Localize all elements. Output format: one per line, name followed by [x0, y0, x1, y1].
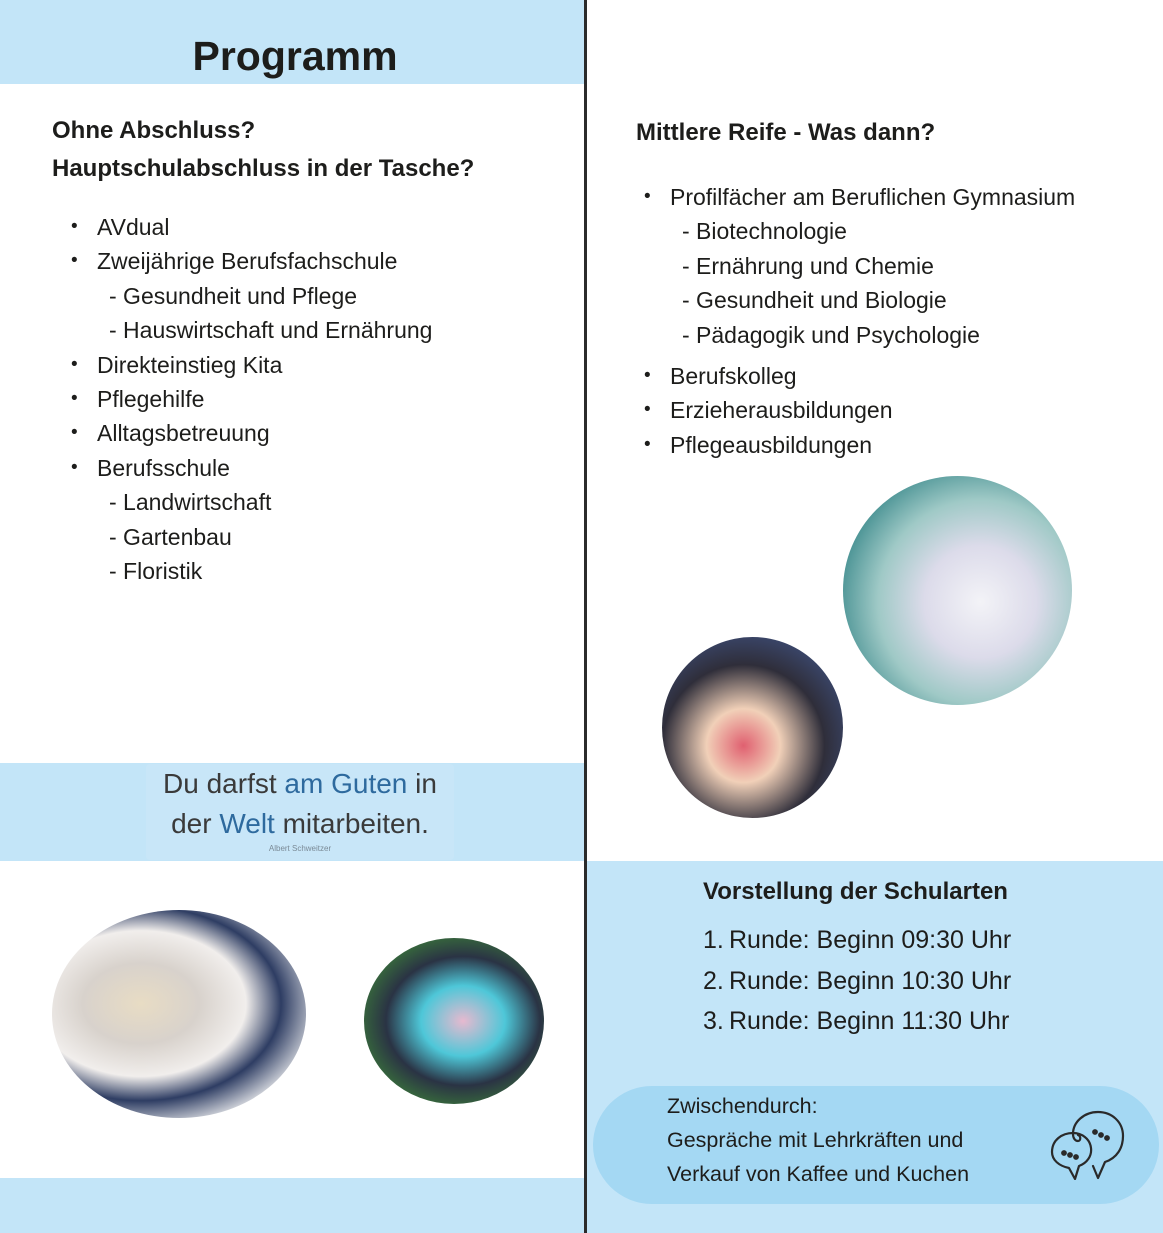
quote-line-2: der Welt mitarbeiten. [171, 808, 429, 839]
note-line-2: Gespräche mit Lehrkräften und [667, 1128, 964, 1152]
list-item: • Erzieherausbildungen [625, 393, 1075, 427]
photo-gardening-students [364, 938, 544, 1104]
list-subitem: - Landwirtschaft [109, 489, 272, 516]
schedule-title: Vorstellung der Schularten [703, 878, 1008, 905]
round-row: 1. Runde: Beginn 09:30 Uhr [703, 926, 1012, 954]
list-subitem: - Gesundheit und Biologie [682, 287, 947, 314]
left-heading [52, 112, 474, 188]
quote-author: Albert Schweitzer [268, 844, 332, 853]
list-item: • Profilfächer am Beruflichen Gymnasium [625, 180, 1075, 214]
list-item: • AVdual [52, 210, 432, 244]
note-line-3: Verkauf von Kaffee und Kuchen [667, 1162, 970, 1186]
list-item: • Berufsschule [52, 451, 432, 485]
list-subitem: - Biotechnologie [682, 218, 847, 245]
left-heading-line-1: Ohne Abschluss? [52, 117, 256, 144]
list-subitem: - Pädagogik und Psychologie [682, 321, 980, 348]
photo-caregiver-senior [52, 910, 306, 1118]
photo-microscope-students [843, 476, 1072, 705]
bottom-band [0, 1178, 584, 1233]
list-item: • Alltagsbetreuung [52, 416, 432, 450]
list-item: • Direkteinstieg Kita [52, 348, 432, 382]
note-line-1: Zwischendurch: [667, 1094, 818, 1118]
round-row: 3. Runde: Beginn 11:30 Uhr [703, 1007, 1010, 1035]
list-subitem: - Hauswirtschaft und Ernährung [109, 317, 433, 344]
schedule-rounds [703, 920, 1011, 1042]
list-item: • Pflegeausbildungen [625, 428, 1075, 462]
round-row: 2. Runde: Beginn 10:30 Uhr [703, 966, 1012, 995]
left-program-list [52, 210, 432, 588]
right-program-list [625, 180, 1075, 462]
list-subitem: - Ernährung und Chemie [682, 252, 934, 279]
right-heading: Mittlere Reife - Was dann? [636, 119, 936, 146]
title-banner [0, 0, 584, 84]
photo-heart-model [662, 637, 843, 818]
list-item: • Pflegehilfe [52, 382, 432, 416]
quote-line-1: Du darfst am Guten in [163, 768, 437, 799]
list-item: • Zweijährige Berufsfachschule [52, 244, 432, 278]
note-text [667, 1089, 969, 1191]
left-heading-line-2: Hauptschulabschluss in der Tasche? [52, 155, 475, 182]
list-item: • Berufskolleg [625, 359, 1075, 393]
chat-bubbles-icon [1045, 1108, 1127, 1180]
list-subitem: - Gesundheit und Pflege [109, 282, 358, 309]
list-subitem: - Floristik [109, 558, 203, 585]
page-title: Programm [192, 33, 398, 79]
list-subitem: - Gartenbau [109, 523, 232, 550]
